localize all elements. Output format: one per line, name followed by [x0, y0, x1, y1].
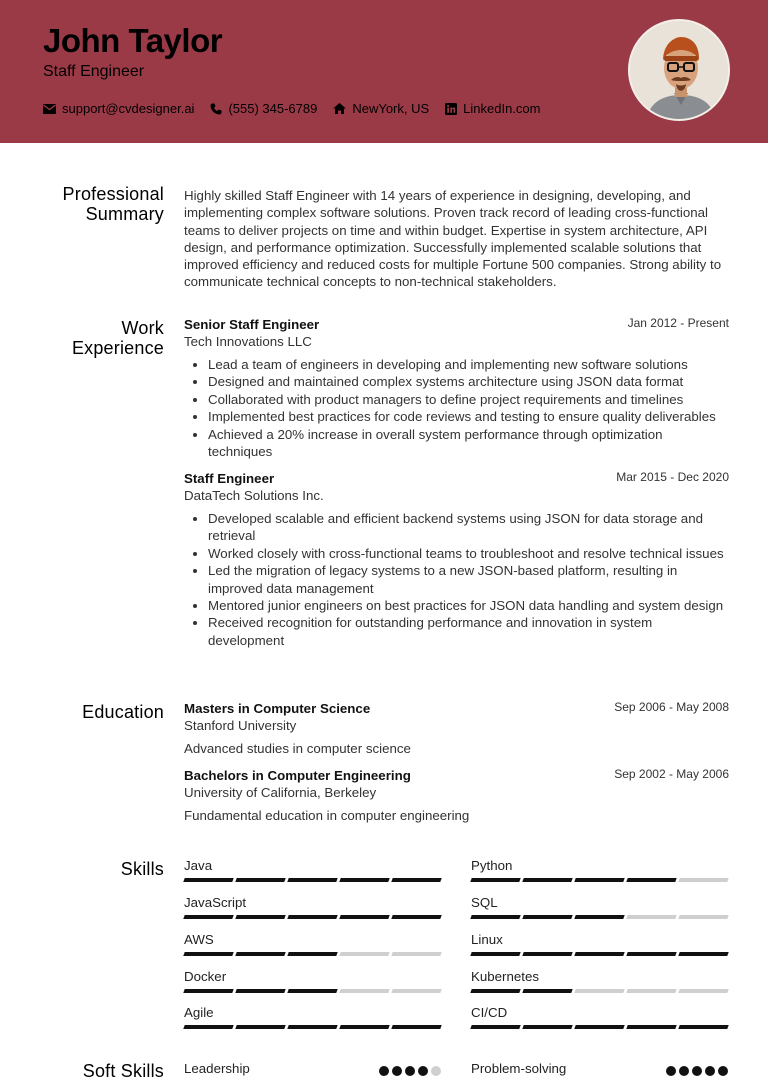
job-bullet: • Lead a team of engineers in developing and implementing new software solutions — [208, 356, 729, 373]
soft-skill-name: Problem-solving — [471, 1061, 567, 1076]
soft-skill-item — [471, 1061, 728, 1078]
skill-level-bar — [184, 989, 441, 993]
skill-level-segment — [235, 989, 285, 993]
degree: Bachelors in Computer Engineering — [184, 768, 411, 783]
soft-skill-rating — [379, 1066, 441, 1076]
skill-level-segment — [391, 1025, 441, 1029]
skill-level-segment — [470, 952, 520, 956]
skill-item — [184, 858, 441, 882]
skill-level-segment — [522, 878, 572, 882]
skill-name: Java — [184, 858, 213, 873]
skill-level-segment — [574, 1025, 624, 1029]
candidate-name: John Taylor — [43, 22, 223, 59]
skill-name: Linux — [471, 932, 503, 947]
candidate-title: Staff Engineer — [43, 63, 145, 80]
soft-skill-item — [184, 1061, 441, 1078]
skill-level-segment — [522, 989, 572, 993]
summary-text: Highly skilled Staff Engineer with 14 years of experience in designing, developing, and implementing complex software solutions. Proven track record of leading cross-functional teams to deliver projects on time and within budget. Expertise in system architecture, API design, and performance optimization. Successfully implemented scalable solutions that improved efficiency and reduced costs for multiple Fortune 500 companies. Strong ability to communicate technical concepts to non-technical stakeholders. — [184, 188, 722, 290]
job-bullet: • Developed scalable and efficient backend systems using JSON for data storage and retrieval — [208, 510, 729, 545]
contact-phone[interactable] — [210, 101, 317, 116]
skill-level-bar — [184, 915, 441, 919]
skill-level-segment — [391, 878, 441, 882]
skill-name: Docker — [184, 969, 227, 984]
skill-level-segment — [287, 989, 337, 993]
section-title-summary: Professional Summary — [62, 184, 164, 224]
skill-level-segment — [678, 989, 728, 993]
skill-level-segment — [626, 1025, 676, 1029]
job-bullet: • Implemented best practices for code reviews and testing to ensure quality deliverables — [208, 408, 729, 425]
skill-level-segment — [183, 989, 233, 993]
skill-item — [184, 969, 441, 993]
job-company: Tech Innovations LLC — [184, 334, 312, 349]
skill-level-segment — [678, 952, 728, 956]
section-title-skills: Skills — [120, 859, 164, 879]
skill-level-segment — [391, 989, 441, 993]
resume-header — [0, 0, 768, 143]
section-title-soft-skills: Soft Skills — [82, 1061, 164, 1078]
skill-name: SQL — [471, 895, 498, 910]
job-role: Staff Engineer — [184, 471, 275, 486]
email-icon — [43, 104, 56, 114]
skill-level-bar — [471, 1025, 728, 1029]
education-dates: Sep 2002 - May 2006 — [614, 767, 729, 781]
skill-level-segment — [183, 915, 233, 919]
skill-name: Agile — [184, 1005, 214, 1020]
rating-dot — [705, 1066, 715, 1076]
skill-level-segment — [287, 915, 337, 919]
education-description: Advanced studies in computer science — [184, 741, 411, 756]
skill-level-segment — [470, 989, 520, 993]
rating-dot — [692, 1066, 702, 1076]
skill-level-segment — [287, 952, 337, 956]
skill-item — [184, 895, 441, 919]
skill-level-segment — [626, 878, 676, 882]
skill-level-bar — [184, 952, 441, 956]
skill-level-segment — [183, 1025, 233, 1029]
skill-item — [471, 858, 728, 882]
rating-dot — [718, 1066, 728, 1076]
job-entry — [184, 470, 729, 649]
skill-level-segment — [391, 952, 441, 956]
skill-level-segment — [574, 952, 624, 956]
school: Stanford University — [184, 718, 297, 733]
skill-level-segment — [522, 1025, 572, 1029]
skill-level-segment — [574, 915, 624, 919]
skill-level-segment — [522, 952, 572, 956]
contact-linkedin[interactable] — [445, 101, 540, 116]
linkedin-icon — [445, 103, 457, 115]
skill-level-segment — [339, 1025, 389, 1029]
skill-level-segment — [574, 878, 624, 882]
skill-level-segment — [287, 1025, 337, 1029]
job-company: DataTech Solutions Inc. — [184, 488, 324, 503]
job-bullet: • Worked closely with cross-functional teams to troubleshoot and resolve technical issues — [208, 545, 729, 562]
education-entry — [184, 767, 729, 824]
job-dates: Jan 2012 - Present — [627, 316, 729, 330]
skill-level-bar — [471, 915, 728, 919]
skill-item — [471, 1005, 728, 1029]
rating-dot — [392, 1066, 402, 1076]
skill-level-segment — [235, 915, 285, 919]
skill-level-segment — [235, 878, 285, 882]
rating-dot — [405, 1066, 415, 1076]
skill-level-segment — [522, 915, 572, 919]
contact-list — [43, 101, 557, 116]
degree: Masters in Computer Science — [184, 701, 371, 716]
job-bullet: • Mentored junior engineers on best practices for JSON data handling and system design — [208, 597, 729, 614]
education-description: Fundamental education in computer engineering — [184, 808, 470, 823]
skill-item — [471, 932, 728, 956]
soft-skill-name: Leadership — [184, 1061, 250, 1076]
skill-level-segment — [626, 952, 676, 956]
linkedin-text: LinkedIn.com — [463, 101, 541, 116]
skill-level-segment — [678, 915, 728, 919]
school: University of California, Berkeley — [184, 785, 377, 800]
profile-photo — [628, 19, 730, 121]
skill-level-segment — [678, 878, 728, 882]
job-bullet: • Designed and maintained complex systems architecture using JSON data format — [208, 373, 729, 390]
skill-level-segment — [183, 878, 233, 882]
skill-item — [471, 895, 728, 919]
contact-email[interactable] — [43, 101, 194, 116]
skill-level-segment — [626, 989, 676, 993]
skill-name: AWS — [184, 932, 214, 947]
skill-level-segment — [574, 989, 624, 993]
phone-icon — [210, 103, 222, 115]
skill-level-segment — [339, 915, 389, 919]
skill-item — [184, 932, 441, 956]
skill-name: Python — [471, 858, 513, 873]
rating-dot — [379, 1066, 389, 1076]
skill-level-segment — [626, 915, 676, 919]
skill-level-segment — [287, 878, 337, 882]
skill-level-segment — [391, 915, 441, 919]
job-dates: Mar 2015 - Dec 2020 — [616, 470, 729, 484]
skill-item — [471, 969, 728, 993]
location-text: NewYork, US — [352, 101, 430, 116]
skill-level-bar — [184, 1025, 441, 1029]
job-bullets — [208, 510, 729, 649]
contact-location[interactable] — [333, 101, 429, 116]
rating-dot — [418, 1066, 428, 1076]
skill-name: Kubernetes — [471, 969, 540, 984]
job-entry — [184, 316, 729, 460]
education-entry — [184, 700, 729, 757]
skill-level-bar — [184, 878, 441, 882]
job-bullet: • Received recognition for outstanding performance and innovation in system development — [208, 614, 729, 649]
skill-level-segment — [339, 952, 389, 956]
skill-level-segment — [470, 1025, 520, 1029]
job-bullet: • Achieved a 20% increase in overall system performance through optimization techniques — [208, 426, 729, 461]
rating-dot — [431, 1066, 441, 1076]
skill-level-segment — [470, 915, 520, 919]
skill-level-bar — [471, 989, 728, 993]
skill-level-bar — [471, 878, 728, 882]
home-icon — [333, 103, 346, 114]
education-dates: Sep 2006 - May 2008 — [614, 700, 729, 714]
phone-text: (555) 345-6789 — [228, 101, 318, 116]
skill-level-segment — [470, 878, 520, 882]
section-title-experience: Work Experience — [71, 318, 164, 358]
skill-level-bar — [471, 952, 728, 956]
soft-skill-rating — [666, 1066, 728, 1076]
job-bullet: • Collaborated with product managers to define project requirements and timelines — [208, 391, 729, 408]
skill-level-segment — [235, 1025, 285, 1029]
email-text: support@cvdesigner.ai — [62, 101, 195, 116]
rating-dot — [666, 1066, 676, 1076]
skill-name: CI/CD — [471, 1005, 508, 1020]
skill-level-segment — [235, 952, 285, 956]
job-role: Senior Staff Engineer — [184, 317, 320, 332]
skill-name: JavaScript — [184, 895, 247, 910]
rating-dot — [679, 1066, 689, 1076]
job-bullets — [208, 356, 729, 460]
skill-level-segment — [183, 952, 233, 956]
skill-item — [184, 1005, 441, 1029]
skill-level-segment — [339, 989, 389, 993]
section-title-education: Education — [82, 702, 164, 722]
skill-level-segment — [678, 1025, 728, 1029]
skill-level-segment — [339, 878, 389, 882]
job-bullet: • Led the migration of legacy systems to a new JSON-based platform, resulting in improved data management — [208, 562, 729, 597]
